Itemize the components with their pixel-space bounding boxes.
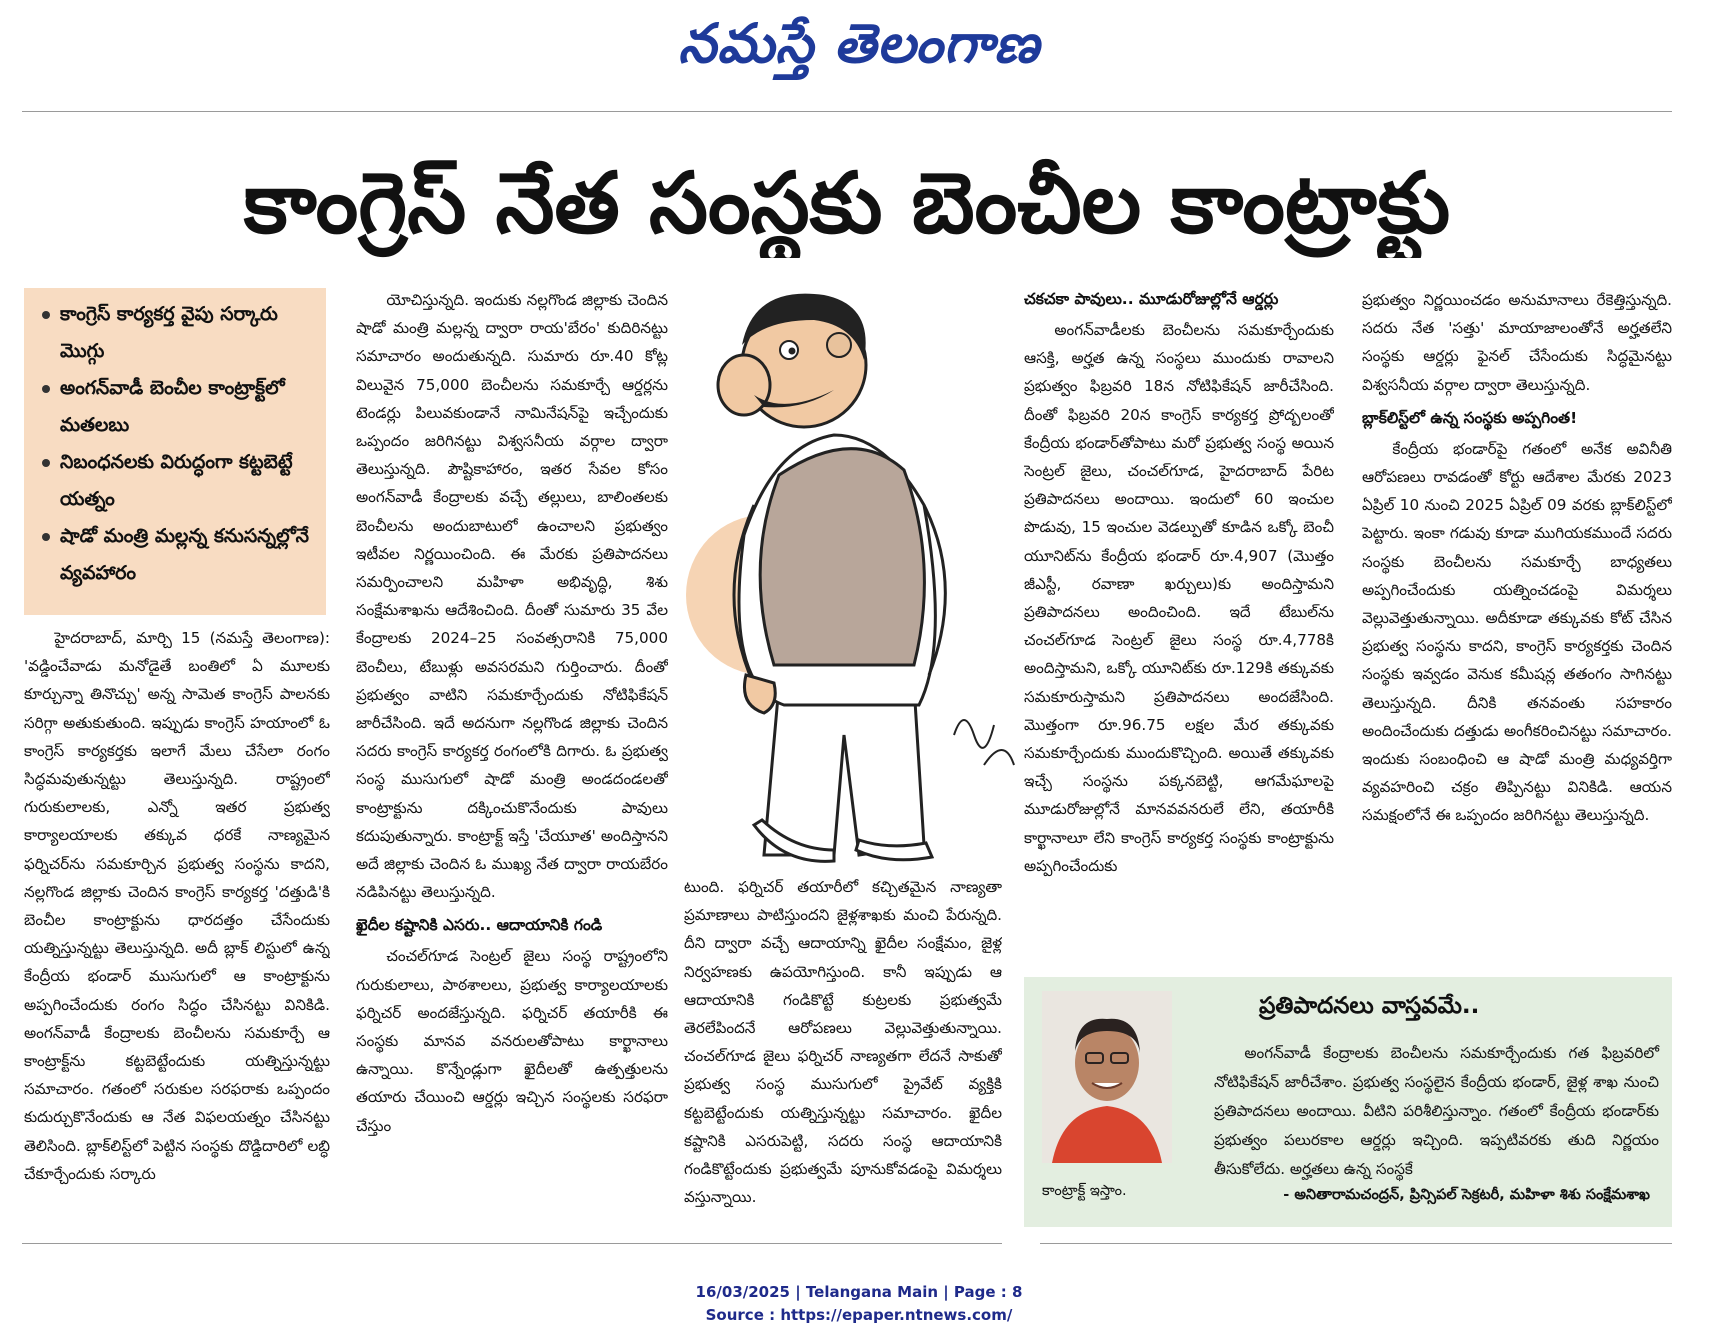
quote-text xyxy=(1214,1039,1659,1184)
subheading: ఖైదీల కష్టానికి ఎసరు.. ఆదాయానికి గండి xyxy=(356,916,603,935)
article-paragraph: కేంద్రీయ భండార్‌పై గతంలో అనేక అవినీతి ఆరోపణలు రావడంతో కోర్టు ఆదేశాల మేరకు 2023 ఏప్రిల్ 10 నుంచి 2025 ఏప్రిల్ 09 వరకు బ్లాక్‌లిస్ట్‌లో పెట్టారు. ఇంకా గడువు కూడా ముగియకముందే సదరు సంస్థకు బెంచీలను సమకూర్చే బాధ్యతలు అప్పగించేందుకు యత్నించడంపై విమర్శలు వెల్లువెత్తుతున్నాయి. అదీకూడా తక్కువకు కోట్ చేసిన ప్రభుత్వ సంస్థను కాదని, కాంగ్రెస్ కార్యకర్తకు చెందిన సంస్థకు ఇవ్వడం వెనుక కమీషన్ల తతంగం సాగినట్టు తెలుస్తున్నది. దీనికి తనవంతు సహకారం అందించేందుకు దత్తుడు అంగీకరించినట్టు సమాచారం. ఇందుకు సంబంధించి ఆ షాడో మంత్రి మధ్యవర్తిగా వ్యవహరించి చక్రం తిప్పినట్టు వినికిడి. ఆయన సమక్షంలోనే ఈ ఒప్పందం జరిగినట్టు తెలుస్తున్నది. xyxy=(1362,439,1672,825)
bottom-divider-left xyxy=(22,1243,1002,1244)
article-paragraph: అంగన్‌వాడీలకు బెంచీలను సమకూర్చేందుకు ఆసక్తి, అర్హత ఉన్న సంస్థలు ముందుకు రావాలని ప్రభుత్వం ఫిబ్రవరి 18న నోటిఫికేషన్ జారీచేసింది. దీంతో ఫిబ్రవరి 20న కాంగ్రెస్ కార్యకర్త ప్రోద్బలంతో కేంద్రీయ భండార్‌తోపాటు మరో ప్రభుత్వ సంస్థ అయిన సెంట్రల్ జైలు, చంచల్‌గూడ, హైదరాబాద్ పేరిట ప్రతిపాదనలు అందాయి. ఇందులో 60 ఇంచుల పొడువు, 15 ఇంచుల వెడల్పుతో కూడిన ఒక్కో బెంచీ యూనిట్‌ను కేంద్రీయ భండార్ రూ.4,907 (మొత్తం జీఎస్టీ, రవాణా ఖర్చులు)కు అందిస్తామని ప్రతిపాదనలు అందించింది. ఇదే టేబుల్‌ను చంచల్‌గూడ సెంట్రల్ జైలు సంస్థ రూ.4,778కి అందిస్తామని, ఒక్కో యూనిట్‌కు రూ.129కి తక్కువకు సమకూరుస్తామని ప్రతిపాదనలు అందజేసింది. మొత్తంగా రూ.96.75 లక్షల మేర తక్కువకు సమకూర్చేందుకు ముందుకొచ్చింది. అయితే తక్కువకు ఇచ్చే సంస్థను పక్కనబెట్టి, ఆగమేఘాలపై మూడురోజుల్లోనే మానవవనరులే లేని, తయారీకి కార్ఖానాలూ లేని కాంగ్రెస్ కార్యకర్త సంస్థకు కాంట్రాక్టును అప్పగించేందుకు xyxy=(1024,321,1334,875)
bullet-icon xyxy=(42,533,50,541)
article-column-3 xyxy=(684,873,1002,1235)
quote-title: ప్రతిపాదనలు వాస్తవమే.. xyxy=(1259,993,1480,1019)
quote-box xyxy=(1024,977,1672,1227)
quote-paragraph: అంగన్‌వాడీ కేంద్రాలకు బెంచీలను సమకూర్చేందుకు గత ఫిబ్రవరిలో నోటిఫికేషన్ జారీచేశాం. ప్రభుత్వ సంస్థలైన కేంద్రీయ భండార్, జైళ్ల శాఖ నుంచి ప్రతిపాదనలు అందాయి. వీటిని పరిశీలిస్తున్నాం. గతంలో కేంద్రీయ భండార్‌కు ప్రభుత్వం పలురకాల ఆర్డర్లు ఇచ్చింది. ఇప్పటివరకు తుది నిర్ణయం తీసుకోలేదు. అర్హతలు ఉన్న సంస్థకే xyxy=(1214,1044,1659,1178)
masthead-logo: నమస్తే తెలంగాణ xyxy=(678,12,1040,75)
footer-source-line: Source : https://epaper.ntnews.com/ xyxy=(705,1306,1013,1324)
article-paragraph: ప్రభుత్వం నిర్ణయించడం అనుమానాలు రేకెత్తిస్తున్నది. సదరు నేత 'సత్తు' మాయాజాలంతోనే అర్హతలేని సంస్థకు ఆర్డర్లు ఫైనల్ చేసేందుకు సిద్ధమైనట్టు విశ్వసనీయ వర్గాల ద్వారా తెలుస్తున్నది. xyxy=(1362,291,1672,394)
bullet-icon xyxy=(42,385,50,393)
article-column-1 xyxy=(24,624,330,1234)
dhoti xyxy=(764,685,924,855)
bullet-icon xyxy=(42,459,50,467)
highlight-text: నిబంధనలకు విరుద్ధంగా కట్టబెట్టే యత్నం xyxy=(60,451,293,510)
vest xyxy=(760,449,924,665)
ear xyxy=(827,333,851,357)
bottom-divider-right xyxy=(1040,1243,1672,1244)
highlight-item xyxy=(34,518,316,592)
highlight-item xyxy=(34,444,316,518)
highlight-item xyxy=(34,296,316,370)
hand-left xyxy=(744,675,775,713)
bullet-icon xyxy=(42,311,50,319)
quote-continuation: కాంట్రాక్ట్ ఇస్తాం. xyxy=(1042,1183,1127,1199)
highlight-item xyxy=(34,370,316,444)
top-divider xyxy=(22,111,1672,112)
footer-date-line: 16/03/2025 | Telangana Main | Page : 8 xyxy=(695,1283,1023,1301)
highlights-box xyxy=(24,288,326,615)
portrait-illustration xyxy=(1042,991,1172,1163)
article-column-2 xyxy=(356,286,668,1236)
nose xyxy=(718,355,770,415)
subheading: బ్లాక్‌లిస్ట్‌లో ఉన్న సంస్థకు అప్పగింత! xyxy=(1362,408,1578,427)
highlight-text: కాంగ్రెస్ కార్యకర్త వైపు సర్కారు మొగ్గు xyxy=(60,303,278,362)
article-column-5 xyxy=(1362,286,1672,966)
article-paragraph: హైదరాబాద్, మార్చి 15 (నమస్తే తెలంగాణ): 'వడ్డించేవాడు మనోడైతే బంతిలో ఏ మూలకు కూర్చున్నా తినొచ్చు' అన్న సామెత కాంగ్రెస్ పాలనకు సరిగ్గా అతుకుతుంది. ఇప్పుడు కాంగ్రెస్ హయాంలో ఓ కాంగ్రెస్ కార్యకర్తకు ఇలాగే మేలు చేసేలా రంగం సిద్ధమవుతున్నట్టు తెలుస్తున్నది. రాష్ట్రంలో గురుకులాలకు, ఎన్నో ఇతర ప్రభుత్వ కార్యాలయాలకు తక్కువ ధరకే నాణ్యమైన ఫర్నిచర్‌ను సమకూర్చిన ప్రభుత్వ సంస్థను కాదని, నల్లగొండ జిల్లాకు చెందిన కాంగ్రెస్ కార్యకర్త 'దత్తుడి'కి బెంచీల కాంట్రాక్టును ధారదత్తం చేసేందుకు యత్నిస్తున్నట్టు తెలుస్తున్నది. అదీ బ్లాక్ లిస్టులో ఉన్న కేంద్రీయ భండార్ ముసుగులో ఆ కాంట్రాక్టును అప్పగించేందుకు రంగం సిద్ధం చేసినట్టు వినికిడి. అంగన్‌వాడీ కేంద్రాలకు బెంచీలను సమకూర్చే ఆ కాంట్రాక్ట్‌ను కట్టబెట్టేందుకు యత్నిస్తున్నట్టు సమాచారం. గతంలో సరుకుల సరఫరాకు ఒప్పందం కుదుర్చుకొనేందుకు ఆ నేత విఫలయత్నం చేసినట్టు తెలిసింది. బ్లాక్‌లిస్ట్‌లో పెట్టిన సంస్థకు దొడ్డిదారిలో లబ్ధి చేకూర్చేందుకు సర్కారు xyxy=(24,629,330,1183)
article-paragraph: టుంది. ఫర్నిచర్ తయారీలో కచ్చితమైన నాణ్యతా ప్రమాణాలు పాటిస్తుందని జైళ్లశాఖకు మంచి పేరున్నది. దీని ద్వారా వచ్చే ఆదాయాన్ని ఖైదీల సంక్షేమం, జైళ్ల నిర్వహణకు ఉపయోగిస్తుంది. కానీ ఇప్పుడు ఆ ఆదాయానికి గండికొట్టే కుట్రలకు ప్రభుత్వమే తెరలేపిందనే ఆరోపణలు వెల్లువెత్తుతున్నాయి. చంచల్‌గూడ జైలు ఫర్నిచర్ నాణ్యతగా లేదనే సాకుతో ప్రభుత్వ సంస్థ ముసుగులో ప్రైవేట్ వ్యక్తికి కట్టబెట్టేందుకు యత్నిస్తున్నట్టు సమాచారం. ఖైదీల కష్టానికి ఎసరుపెట్టి, సదరు సంస్థ ఆదాయానికి గండికొట్టేందుకు ప్రభుత్వమే పూనుకోవడంపై విమర్శలు వస్తున్నాయి. xyxy=(684,878,1002,1207)
highlight-text: అంగన్‌వాడీ బెంచీల కాంట్రాక్ట్‌లో మతలబు xyxy=(60,377,285,436)
subheading: చకచకా పావులు.. మూడురోజుల్లోనే ఆర్డర్లు xyxy=(1024,290,1279,308)
quote-signature: - అనితారామచంద్రన్, ప్రిన్సిపల్ సెక్రటరీ, మహిళా శిశు సంక్షేమశాఖ xyxy=(1283,1187,1650,1203)
highlight-text: షాడో మంత్రి మల్లన్న కనుసన్నల్లోనే వ్యవహారం xyxy=(60,525,310,584)
cartoon-illustration xyxy=(684,265,1024,867)
article-paragraph: యోచిస్తున్నది. ఇందుకు నల్లగొండ జిల్లాకు చెందిన షాడో మంత్రి మల్లన్న ద్వారా రాయ'బేరం' కుదిరినట్టు సమాచారం అందుతున్నది. సుమారు రూ.40 కోట్ల విలువైన 75,000 బెంచీలను సమకూర్చే ఆర్డర్లను టెండర్లు పిలువకుండానే నామినేషన్‌పై ఇచ్చేందుకు ఒప్పందం జరిగినట్టు విశ్వసనీయ వర్గాల ద్వారా తెలుస్తున్నది. పౌష్టికాహారం, ఇతర సేవల కోసం అంగన్‌వాడీ కేంద్రాలకు వచ్చే తల్లులు, బాలింతలకు బెంచీలను అందుబాటులో ఉంచాలని ప్రభుత్వం ఇటీవల నిర్ణయించింది. ఈ మేరకు ప్రతిపాదనలు సమర్పించాలని మహిళా అభివృద్ధి, శిశు సంక్షేమశాఖను ఆదేశించింది. దీంతో సుమారు 35 వేల కేంద్రాలకు 2024–25 సంవత్సరానికి 75,000 బెంచీలు, టేబుళ్లు అవసరమని గుర్తించారు. దీంతో ప్రభుత్వం వాటిని సమకూర్చేందుకు నోటిఫికేషన్ జారీచేసింది. ఇదే అదనుగా నల్లగొండ జిల్లాకు చెందిన సదరు కాంగ్రెస్ కార్యకర్త రంగంలోకి దిగారు. ఓ ప్రభుత్వ సంస్థ ముసుగులో షాడో మంత్రి అండదండలతో కాంట్రాక్టును దక్కించుకొనేందుకు పావులు కదుపుతున్నారు. కాంట్రాక్ట్ ఇస్తే 'చేయూత' అందిస్తానని అదే జిల్లాకు చెందిన ఓ ముఖ్య నేత ద్వారా రాయబేరం నడిపినట్టు తెలుస్తున్నది. xyxy=(356,291,668,902)
headline: కాంగ్రెస్ నేత సంస్థకు బెంచీల కాంట్రాక్టు xyxy=(243,154,1451,252)
portrait-photo xyxy=(1042,991,1172,1163)
article-paragraph: చంచల్‌గూడ సెంట్రల్ జైలు సంస్థ రాష్ట్రంలోని గురుకులాలు, పాఠశాలలు, ప్రభుత్వ కార్యాలయాలకు ఫర్నిచర్ అందజేస్తున్నది. ఫర్నిచర్ తయారీకి ఈ సంస్థకు మానవ వనరులతోపాటు కార్ఖానాలు ఉన్నాయి. కొన్నేండ్లుగా ఖైదీలతో ఉత్పత్తులను తయారు చేయించి ఆర్డర్లు ఇచ్చిన సంస్థలకు సరఫరా చేస్తుం xyxy=(356,947,668,1135)
pupil xyxy=(789,348,796,355)
artist-signature xyxy=(954,720,1014,765)
article-column-4 xyxy=(1024,286,1334,966)
